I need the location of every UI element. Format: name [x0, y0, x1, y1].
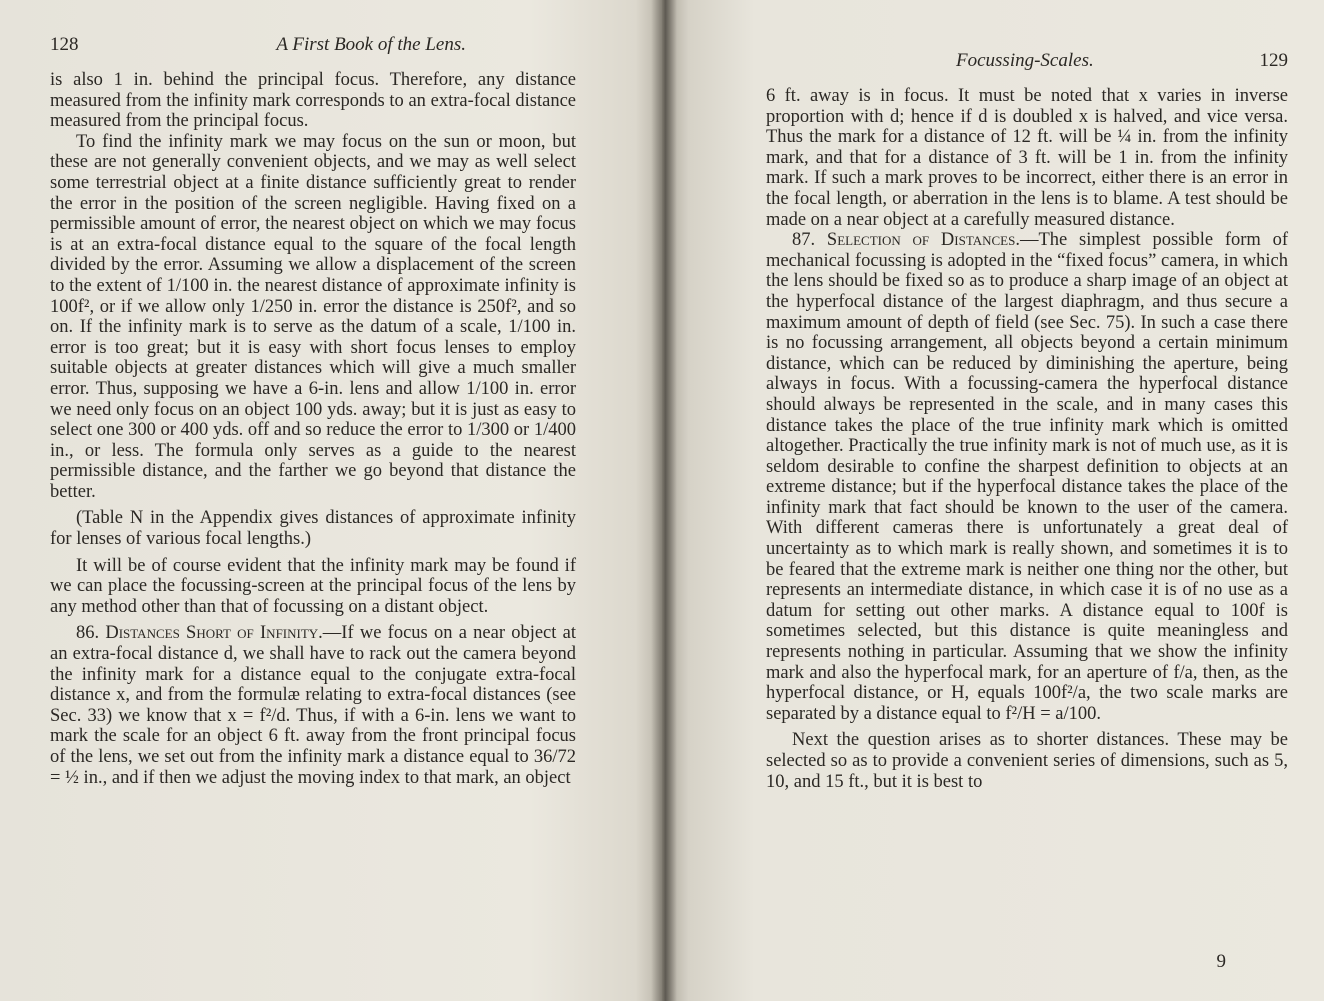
paragraph: Next the question arises as to shorter distances. These may be selected so as to provide a convenient series of dimensions, such as 5, 10, and 15 ft., but it is best to	[766, 730, 1288, 792]
right-running-head	[766, 50, 1288, 72]
left-running-head	[50, 34, 576, 56]
left-page-text	[50, 70, 576, 788]
paragraph: It will be of course evident that the infinity mark may be found if we can place the focussing-screen at the principal focus of the lens by any method other than that of focussing on a distant object.	[50, 555, 576, 617]
paragraph: (Table N in the Appendix gives distances of approximate infinity for lenses of various focal lengths.)	[50, 508, 576, 550]
right-page-number: 129	[1259, 50, 1288, 71]
section-87-paragraph	[766, 230, 1288, 724]
section-86-paragraph	[50, 623, 576, 788]
paragraph: To find the infinity mark we may focus on the sun or moon, but these are not generally convenient objects, and we may as well select some terrestrial object at a finite distance sufficiently great to render the error in the position of the screen negligible. Having fixed on a permissible amount of error, the nearest object on which we may focus is at an extra-focal distance equal to the square of the focal length divided by the error. Assuming we allow a displacement of the screen to the extent of 1/100 in. the nearest distance of approximate infinity is 100f², or if we allow only 1/250 in. error the distance is 250f², and so on. If the infinity mark is to serve as the datum of a scale, 1/100 in. error is too great; but it is easy with short focus lenses to employ suitable objects at greater distances which will give a much smaller error. Thus, supposing we have a 6-in. lens and allow 1/100 in. error we need only focus on an object 100 yds. away; but it is just as easy to select one 300 or 400 yds. off and so reduce the error to 1/300 or 1/400 in., or less. The formula only serves as a guide to the nearest permissible distance, and the farther we go beyond that distance the better.	[50, 131, 576, 502]
section-body: —The simplest possible form of mechanical focussing is adopted in the “fixed focus” camera, in which the lens should be fixed so as to produce a sharp image of an object at the hyperfocal distance of the largest diaphragm, and thus secure a maximum amount of depth of field (see Sec. 75). In such a case there is no focussing arrangement, all objects beyond a certain minimum distance, which can be reduced by diminishing the aperture, being always in focus. With a focussing-camera the hyperfocal distance should always be represented in the scale, and in many cases this distance takes the place of the true infinity mark which is omitted altogether. Practically the true infinity mark is not of much use, as it is seldom desirable to confine the sharpest definition to objects at an extreme distance; but if the hyperfocal distance takes the place of the infinity mark that fact should be known to the user of the camera. With different cameras there is unfortunately a great deal of uncertainty as to which mark is really shown, and sometimes it is to be feared that the extreme mark is neither one thing nor the other, but represents an intermediate distance, in which case it is of no use as a datum for setting out other marks. A distance equal to 100f is sometimes selected, but this distance is quite meaningless and represents nothing in particular. Assuming that we show the infinity mark and also the hyperfocal mark, for an aperture of f/a, then, as the hyperfocal distance, or H, equals 100f²/a, the two scale marks are separated by a distance equal to f²/H = a/100.	[766, 230, 1289, 724]
right-running-title: Focussing-Scales.	[956, 50, 1094, 71]
left-running-title: A First Book of the Lens.	[276, 34, 466, 55]
right-page-text	[766, 86, 1288, 792]
section-number: 86.	[76, 623, 100, 644]
section-heading: Distances Short of Infinity.	[105, 623, 323, 644]
paragraph: is also 1 in. behind the principal focus. Therefore, any distance measured from the infinity mark corresponds to an extra-focal distance measured from the principal focus.	[50, 70, 576, 132]
book-gutter	[651, 0, 677, 1001]
left-page-number: 128	[50, 34, 79, 55]
right-page	[662, 0, 1324, 1001]
signature-mark: 9	[1216, 951, 1226, 972]
section-body: —If we focus on a near object at an extra-focal distance d, we shall have to rack out the camera beyond the infinity mark for a distance equal to the conjugate extra-focal distance x, and from the formulæ relating to extra-focal distances (see Sec. 33) we know that x = f²/d. Thus, if with a 6-in. lens we want to mark the scale for an object 6 ft. away from the front principal focus of the lens, we set out from the infinity mark a distance equal to 36/72 = ½ in., and if then we adjust the moving index to that mark, an object	[50, 623, 576, 788]
section-heading: Selection of Distances.	[826, 230, 1020, 251]
section-number: 87.	[792, 230, 816, 251]
paragraph: 6 ft. away is in focus. It must be noted that x varies in inverse proportion with d; hence if d is doubled x is halved, and vice versa. Thus the mark for a distance of 12 ft. will be ¼ in. from the infinity mark, and that for a distance of 3 ft. will be 1 in. from the infinity mark. If such a mark proves to be incorrect, either there is an error in the focal length, or aberration in the lens is to blame. A test should be made on a near object at a carefully measured distance.	[766, 86, 1288, 230]
